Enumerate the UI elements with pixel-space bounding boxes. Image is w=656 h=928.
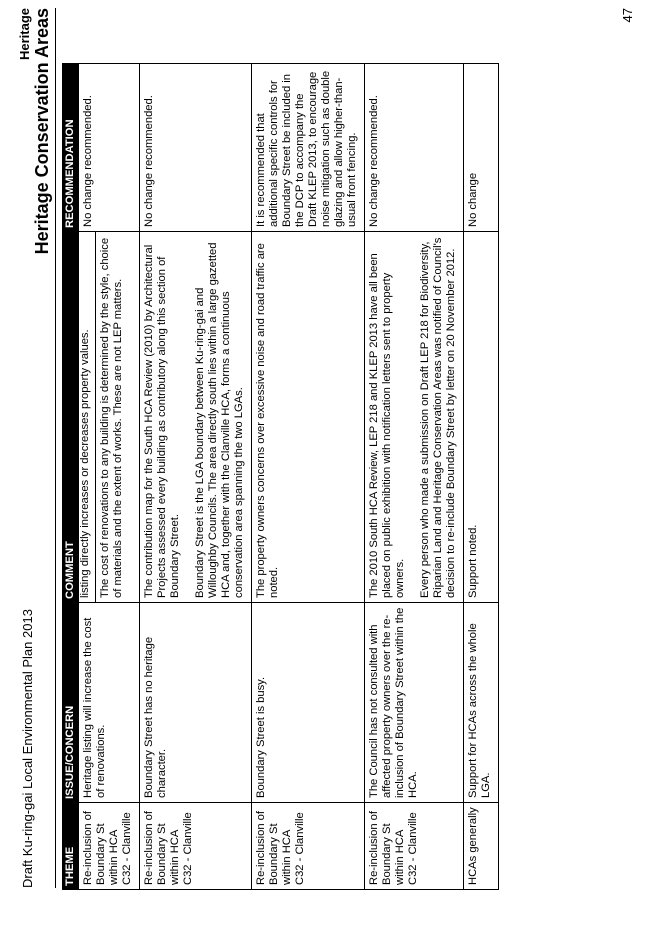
recommendation-cell: It is recommended that additional specific controls for Boundary Street be included in the DCP to accompany the Draft KLEP 2013, to encourage noise mitigation such as double glazing and allow higher-than-usual front fencing. xyxy=(252,64,365,232)
document-title: Draft Ku-ring-gai Local Environmental Plan 2013 xyxy=(20,609,35,888)
section-header xyxy=(17,8,53,254)
comment-paragraph: Boundary Street is the LGA boundary between Ku-ring-gai and Willoughby Councils. The area directly south lies within a large gazetted HCA and, together with the Clanville HCA, forms a continuous conservation area spanning the two LGAs. xyxy=(194,242,245,598)
comment-cell xyxy=(96,232,140,603)
issue-cell: Boundary Street has no heritage character. xyxy=(140,603,252,803)
theme-cell: Re-inclusion of Boundary St within HCA C32 - Clanville xyxy=(140,803,252,890)
theme-cell: Re-inclusion of Boundary St within HCA C32 - Clanville xyxy=(79,803,140,890)
column-header-theme: THEME xyxy=(63,803,79,890)
page-number: 47 xyxy=(620,8,635,23)
comment-cell xyxy=(464,232,499,603)
issue-cell: The Council has not consulted with affected property owners over the re-inclusion of Boundary Street within the HCA. xyxy=(365,603,464,803)
comment-paragraph: The 2010 South HCA Review, LEP 218 and KLEP 2013 have all been placed on public exhibition with notification letters sent to property owners. xyxy=(368,253,406,598)
comment-paragraph: The property owners concerns over excessive noise and road traffic are noted. xyxy=(255,243,280,598)
issue-cell: Support for HCAs across the whole LGA. xyxy=(464,603,499,803)
table-row xyxy=(365,64,464,890)
comment-paragraph: The cost of renovations to any building is determined by the style, choice of materials and the extent of works. These are not LEP matters. xyxy=(99,237,125,598)
issue-cell: Boundary Street is busy. xyxy=(252,603,365,803)
response-table xyxy=(62,63,499,890)
recommendation-cell: No change recommended. xyxy=(365,64,464,232)
column-header-issue: ISSUE/CONCERN xyxy=(63,603,79,803)
theme-cell: HCAs generally xyxy=(464,803,499,890)
theme-cell: Re-inclusion of Boundary St within HCA C32 - Clanville xyxy=(365,803,464,890)
column-header-recommendation: RECOMMENDATION xyxy=(63,64,79,232)
header-rule xyxy=(55,8,56,888)
comment-cell xyxy=(140,232,252,603)
table-row xyxy=(79,64,96,890)
recommendation-cell: No change recommended. xyxy=(79,64,140,232)
section-title: Heritage Conservation Areas xyxy=(32,8,52,255)
comment-paragraph: The contribution map for the South HCA Review (2010) by Architectural Projects assessed every building as contributory along this section of Boundary Street. xyxy=(143,244,181,598)
comment-paragraph: Support noted. xyxy=(467,524,479,598)
column-header-comment: COMMENT xyxy=(63,232,79,603)
comment-cell xyxy=(252,232,365,603)
recommendation-cell: No change recommended. xyxy=(140,64,252,232)
table-row xyxy=(252,64,365,890)
table-row xyxy=(464,64,499,890)
recommendation-cell: No change xyxy=(464,64,499,232)
table-row xyxy=(140,64,252,890)
comment-paragraph: Every person who made a submission on Draft LEP 218 for Biodiversity, Riparian Land and Heritage Conservation Areas was notified of Council's decision to re-include Boundary Street by letter on 20 November 2012. xyxy=(419,237,457,598)
theme-cell: Re-inclusion of Boundary St within HCA C32 - Clanville xyxy=(252,803,365,890)
section-subtitle: Heritage xyxy=(17,8,32,61)
comment-cell xyxy=(365,232,464,603)
comment-continued-cell: listing directly increases or decreases property values. xyxy=(79,232,96,603)
issue-cell: Heritage listing will increase the cost of renovations. xyxy=(79,603,140,803)
table-header-row xyxy=(63,64,79,890)
